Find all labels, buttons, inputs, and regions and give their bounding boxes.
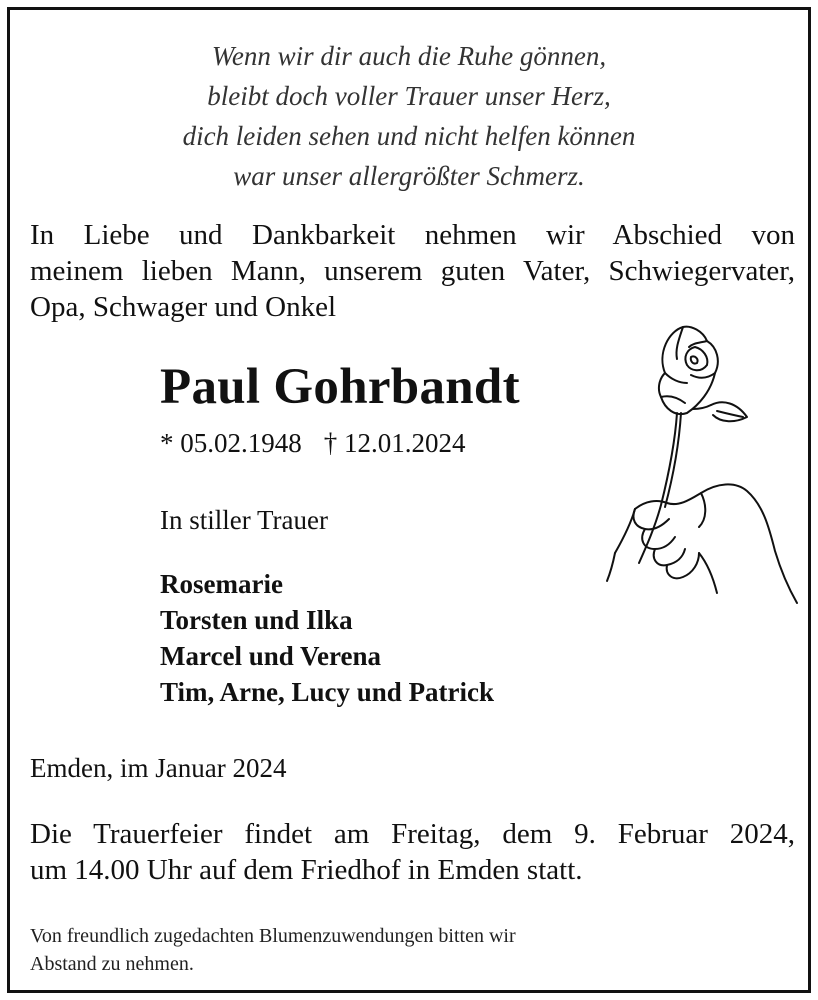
death-date: † 12.01.2024 (323, 428, 466, 458)
poem-line: dich leiden sehen und nicht helfen können (182, 121, 636, 151)
service-line: um 14.00 Uhr auf dem Friedhof in Emden statt. (30, 854, 583, 886)
mourner-name: Marcel und Verena (160, 641, 382, 671)
farewell-text (30, 217, 795, 325)
memorial-poem (10, 36, 808, 196)
mourners-list (160, 566, 494, 710)
obituary-card (7, 7, 811, 993)
birth-date: * 05.02.1948 (160, 428, 302, 458)
mourner-name: Torsten und Ilka (160, 605, 353, 635)
service-line: Die Trauerfeier findet am Freitag, dem 9. Februar 2024, (30, 818, 795, 850)
funeral-service-info (30, 816, 795, 888)
mourner-name: Rosemarie (160, 569, 283, 599)
life-dates (160, 428, 466, 459)
mourner-name: Tim, Arne, Lucy und Patrick (160, 677, 495, 707)
flower-note (30, 922, 516, 978)
mourning-label: In stiller Trauer (160, 505, 328, 535)
note-line: Abstand zu nehmen. (30, 953, 194, 975)
farewell-line: In Liebe und Dankbarkeit nehmen wir Abschied von (30, 219, 795, 251)
hand-holding-rose-icon (595, 313, 805, 613)
poem-line: war unser allergrößter Schmerz. (233, 161, 585, 191)
deceased-name: Paul Gohrbandt (160, 359, 520, 415)
farewell-line: Opa, Schwager und Onkel (30, 291, 337, 323)
poem-line: Wenn wir dir auch die Ruhe gönnen, (211, 41, 607, 71)
place-and-date: Emden, im Januar 2024 (30, 753, 287, 783)
poem-line: bleibt doch voller Trauer unser Herz, (207, 81, 611, 111)
note-line: Von freundlich zugedachten Blumenzuwendungen bitten wir (30, 925, 516, 947)
farewell-line: meinem lieben Mann, unserem guten Vater, Schwiegervater, (30, 255, 795, 287)
